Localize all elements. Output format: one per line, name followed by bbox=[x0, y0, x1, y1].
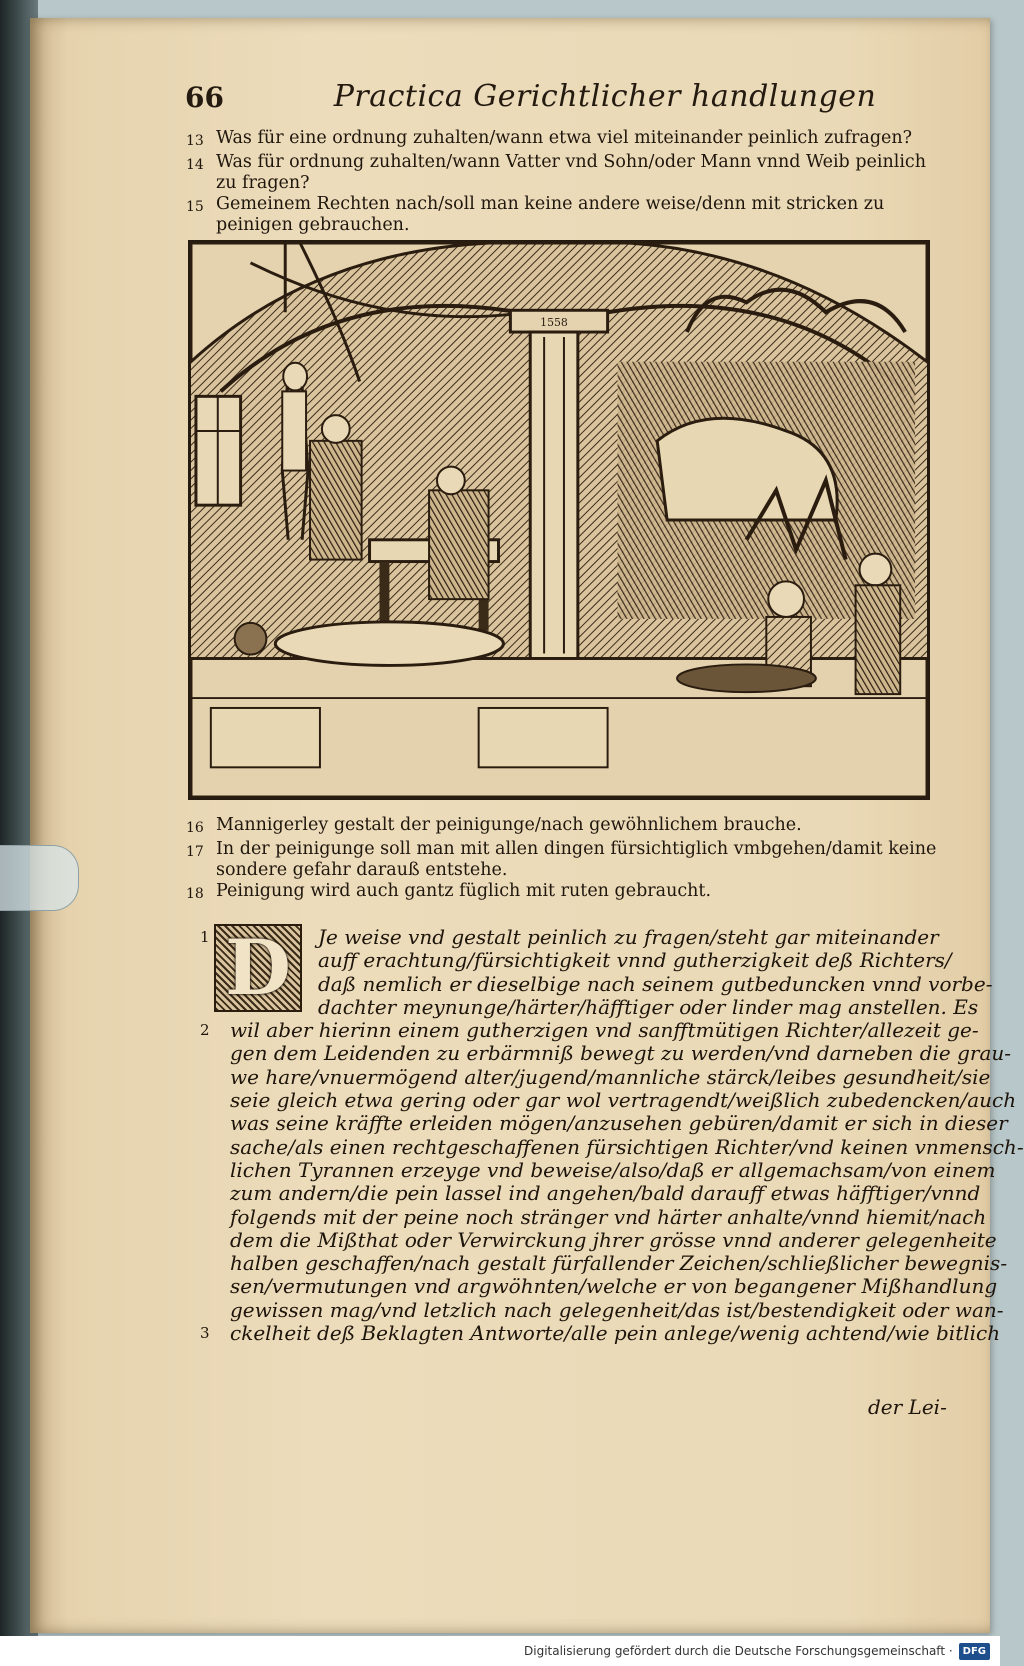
text-line: Je weise vnd gestalt peinlich zu fragen/steht gar miteinander bbox=[318, 925, 939, 949]
summary-item bbox=[186, 839, 946, 881]
item-text: Gemeinem Rechten nach/soll man keine andere weise/denn mit stricken zu peinigen gebrauchen. bbox=[216, 194, 885, 235]
body-text bbox=[230, 925, 1024, 1346]
item-number: 15 bbox=[186, 199, 204, 215]
item-number: 14 bbox=[186, 157, 204, 173]
text-line: wil aber hierinn einem gutherzigen vnd sanfftmütigen Richter/allezeit ge- bbox=[230, 1018, 979, 1043]
text-line: halben geschaffen/nach gestalt fürfallender Zeichen/schließlicher bewegnis- bbox=[230, 1251, 1008, 1276]
text-line: gewissen mag/vnd letzlich nach gelegenheit/das ist/bestendigkeit oder wan- bbox=[230, 1297, 1004, 1322]
footer-bar bbox=[0, 1636, 1000, 1666]
summary-item bbox=[186, 152, 946, 194]
text-line: gen dem Leidenden zu erbärmniß bewegt zu werden/vnd darneben die grau- bbox=[230, 1041, 1012, 1066]
summary-items-top bbox=[186, 128, 946, 236]
catchword: der Lei- bbox=[868, 1395, 947, 1419]
text-line: auff erachtung/fürsichtigkeit vnnd gutherzigkeit deß Richters/ bbox=[318, 948, 952, 973]
text-line: we hare/vnuermögend alter/jugend/mannliche stärck/leibes gesundheit/sie bbox=[230, 1064, 991, 1089]
text-line: was seine kräffte erleiden mögen/anzusehen gebüren/damit er sich in dieser bbox=[230, 1111, 1008, 1136]
item-text: Was für eine ordnung zuhalten/wann etwa viel miteinander peinlich zufragen? bbox=[216, 128, 913, 148]
item-number: 17 bbox=[186, 844, 204, 860]
woodcut-illustration bbox=[188, 240, 930, 800]
text-line: lichen Tyrannen erzeyge vnd beweise/also/daß er allgemachsam/von einem bbox=[230, 1157, 996, 1182]
summary-item bbox=[186, 815, 946, 839]
item-text: Was für ordnung zuhalten/wann Vatter vnd Sohn/oder Mann vnnd Weib peinlich zu fragen? bbox=[216, 152, 927, 193]
summary-item bbox=[186, 194, 946, 236]
item-number: 18 bbox=[186, 886, 204, 902]
text-line: sen/vermutungen vnd argwöhnten/welche er von begangener Mißhandlung bbox=[230, 1274, 998, 1299]
text-line: sache/als einen rechtgeschaffenen fürsichtigen Richter/vnd keinen vnmensch- bbox=[230, 1134, 1024, 1159]
initial-letter: D bbox=[225, 923, 291, 1012]
page-clip bbox=[0, 845, 79, 911]
dfg-logo: DFG bbox=[959, 1643, 990, 1660]
summary-item bbox=[186, 128, 946, 152]
item-text: Peinigung wird auch gantz füglich mit ruten gebraucht. bbox=[216, 881, 712, 901]
page-header bbox=[185, 77, 945, 121]
woodcut-drawing bbox=[191, 243, 927, 797]
item-text: In der peinigunge soll man mit allen dingen fürsichtiglich vmbgehen/damit keine sondere gefahr darauß entstehe. bbox=[216, 839, 937, 880]
text-line: zum andern/die pein lassel ind angehen/bald darauff etwas häfftiger/vnnd bbox=[230, 1181, 981, 1206]
running-title: Practica Gerichtlicher handlungen bbox=[333, 79, 877, 114]
margin-number: 3 bbox=[200, 1324, 210, 1342]
woodcut-year: 1558 bbox=[540, 316, 568, 330]
funding-notice: Digitalisierung gefördert durch die Deutsche Forschungsgemeinschaft · bbox=[524, 1644, 953, 1658]
item-text: Mannigerley gestalt der peinigunge/nach gewöhnlichem brauche. bbox=[216, 815, 802, 835]
summary-items-bottom bbox=[186, 815, 946, 905]
text-line: ckelheit deß Beklagten Antworte/alle pein anlege/wenig achtend/wie bitlich bbox=[230, 1321, 1001, 1346]
text-line: seie gleich etwa gering oder gar wol vertragendt/weißlich zubedencken/auch bbox=[230, 1088, 1017, 1113]
summary-item bbox=[186, 881, 946, 905]
margin-number: 1 bbox=[200, 928, 210, 946]
text-line: daß nemlich er dieselbige nach seinem gutbeduncken vnnd vorbe- bbox=[318, 971, 993, 996]
margin-number: 2 bbox=[200, 1021, 210, 1039]
page-number: 66 bbox=[185, 81, 224, 114]
item-number: 13 bbox=[186, 133, 204, 149]
text-line: dem die Mißthat oder Verwirckung jhrer grösse vnnd anderer gelegenheite bbox=[230, 1227, 997, 1252]
text-line: folgends mit der peine noch stränger vnd härter anhalte/vnnd hiemit/nach bbox=[230, 1204, 987, 1229]
item-number: 16 bbox=[186, 820, 204, 836]
text-line: dachter meynunge/härter/häfftiger oder linder mag anstellen. Es bbox=[318, 994, 979, 1019]
